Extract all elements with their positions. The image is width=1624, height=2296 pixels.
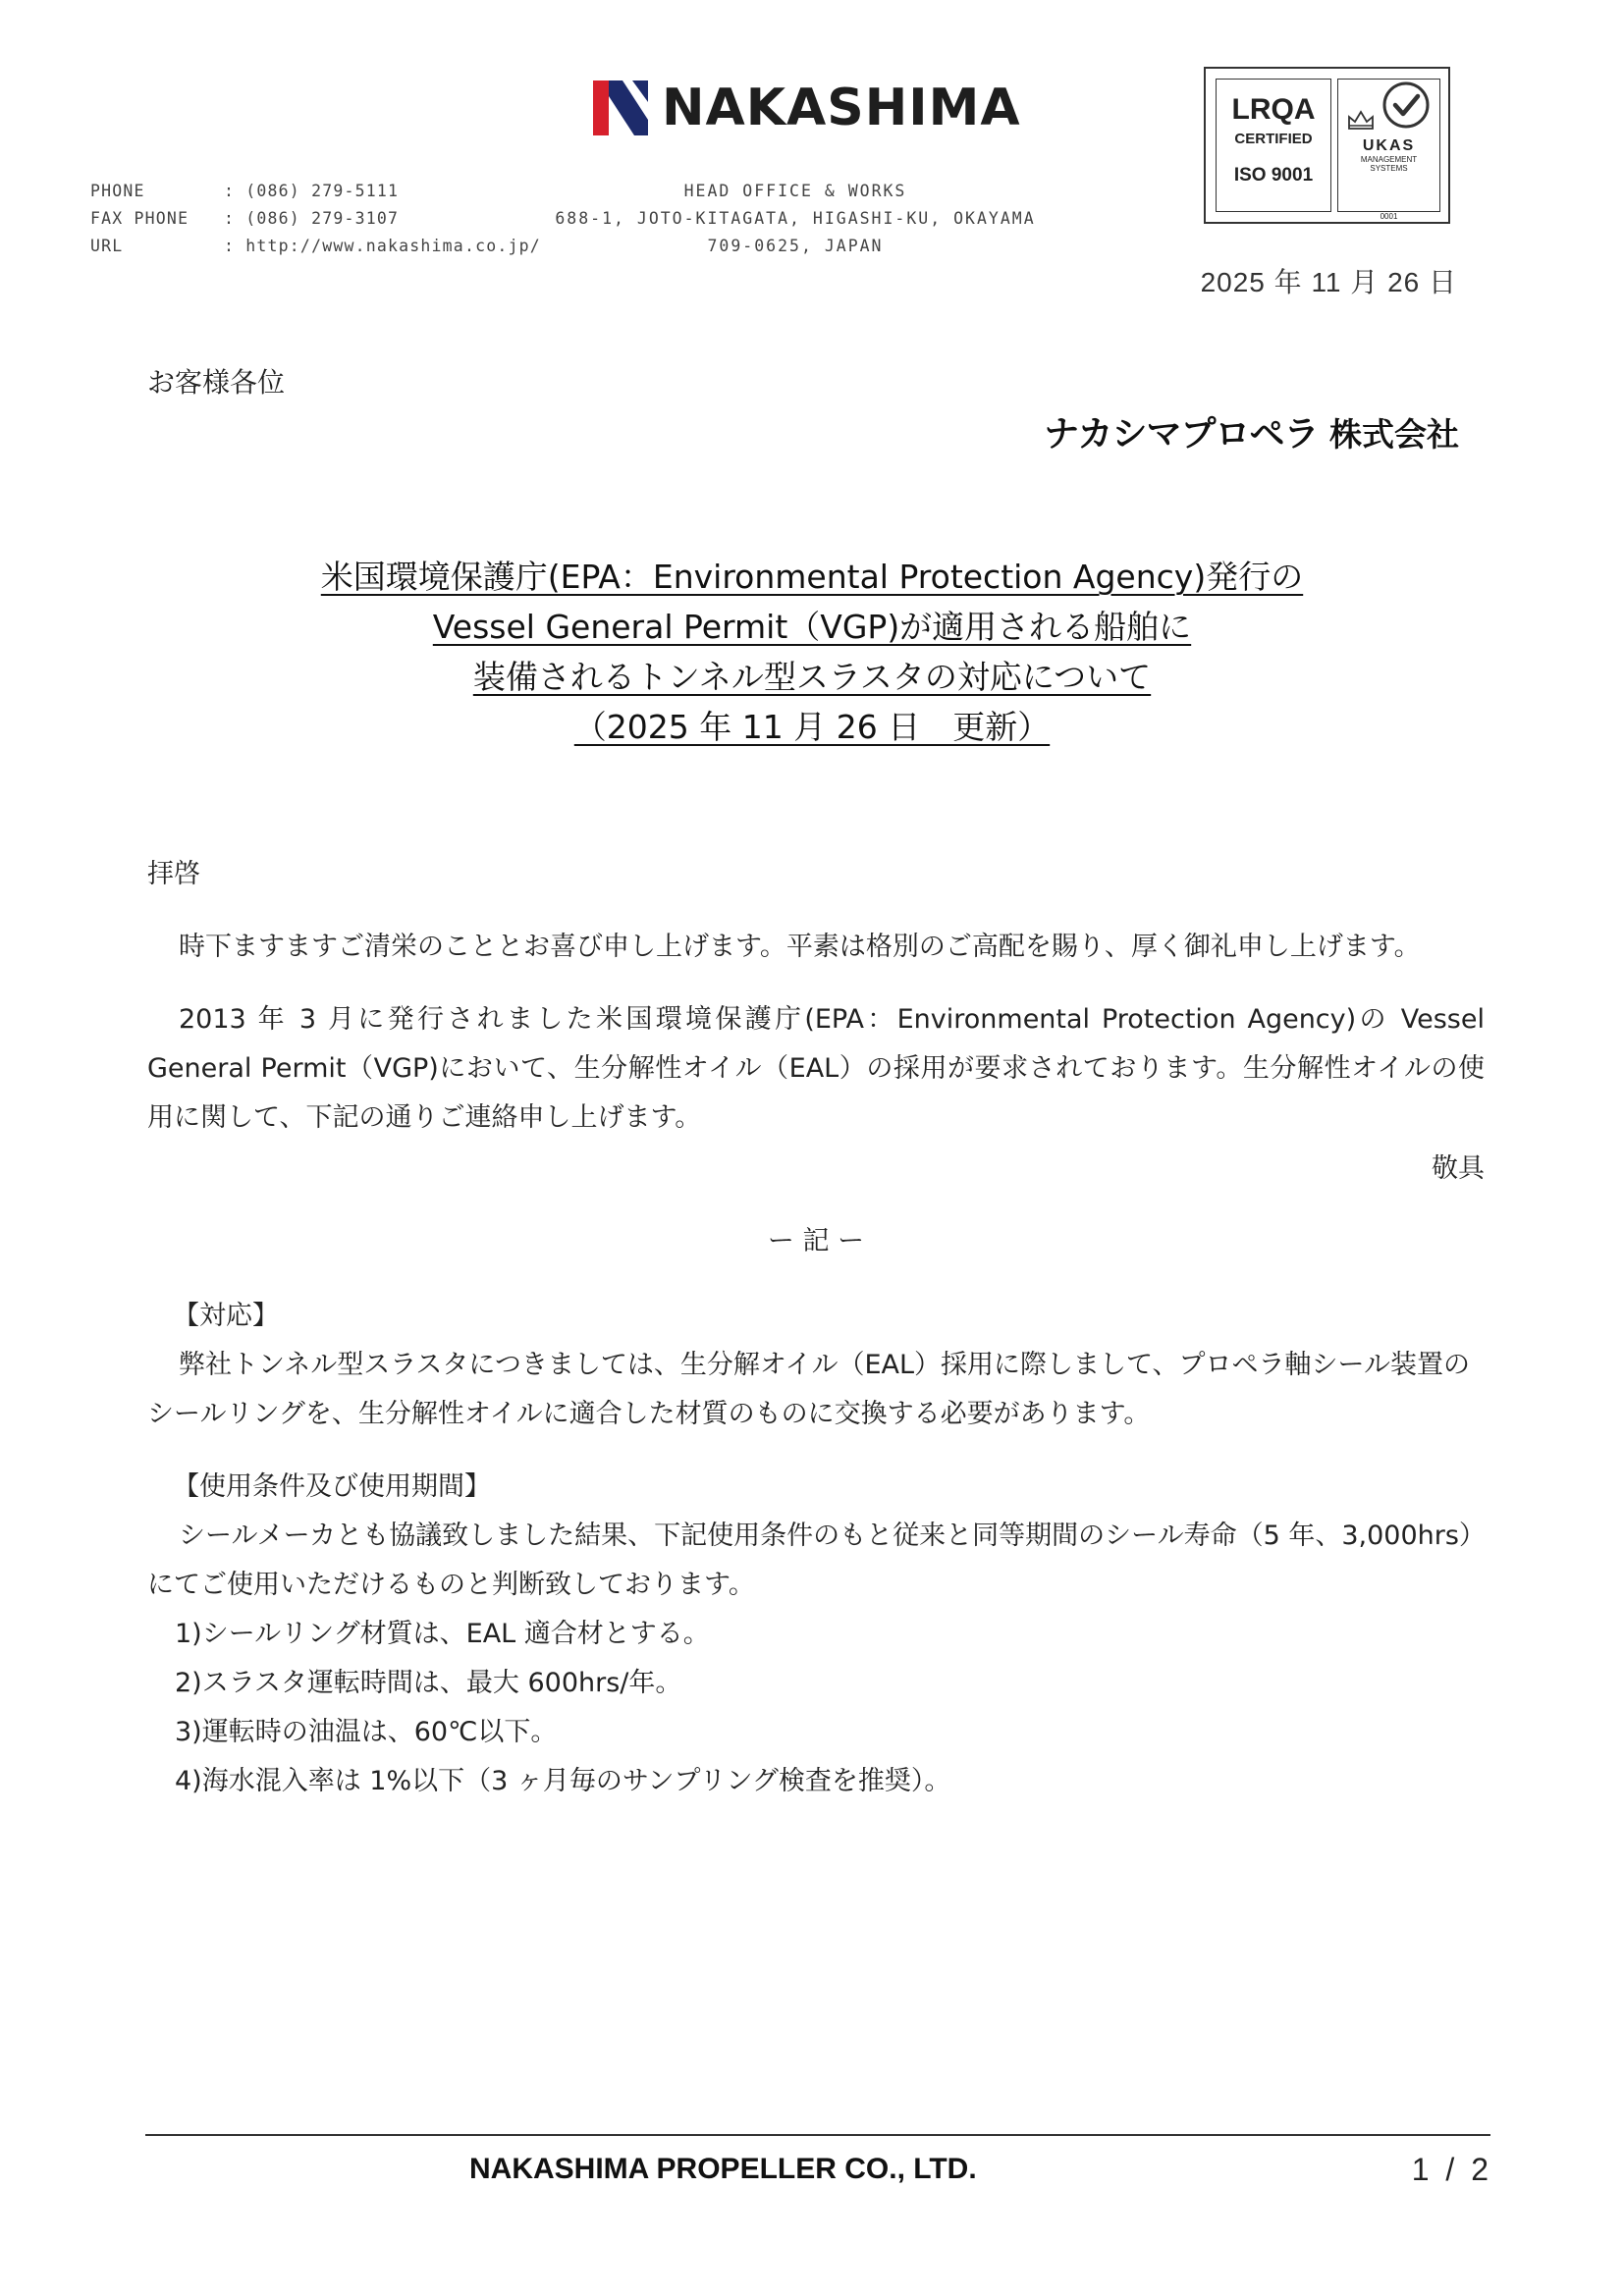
- footer-company: NAKASHIMA PROPELLER CO., LTD.: [469, 2153, 977, 2185]
- contact-fax: [90, 205, 541, 233]
- condition-item: 3)運転時の油温は、60℃以下。: [175, 1717, 558, 1747]
- office-address: [511, 178, 1080, 260]
- company-logo: [593, 79, 1021, 137]
- contact-label: PHONE: [90, 182, 145, 200]
- condition-item: 2)スラスタ運転時間は、最大 600hrs/年。: [175, 1668, 682, 1698]
- brand-name: NAKASHIMA: [662, 79, 1021, 137]
- salutation: お客様各位: [147, 366, 286, 399]
- contact-value: : (086) 279-3107: [224, 209, 400, 228]
- lrqa-badge: [1216, 79, 1331, 212]
- company-name-jp: [1044, 406, 1459, 456]
- condition-item: 4)海水混入率は 1%以下（3 ヶ月毎のサンプリング検査を推奨）。: [175, 1766, 951, 1796]
- contact-value: : http://www.nakashima.co.jp/: [224, 237, 541, 255]
- title-line: 装備されるトンネル型スラスタの対応について: [472, 658, 1152, 696]
- crown-icon: [1346, 109, 1376, 131]
- certification-badge: [1204, 67, 1450, 224]
- section-heading-response: 【対応】: [173, 1301, 279, 1331]
- ukas-sub-text: MANAGEMENT: [1360, 155, 1418, 164]
- certified-text: CERTIFIED: [1234, 131, 1313, 147]
- footer-divider: [145, 2134, 1490, 2136]
- contact-phone: [90, 178, 541, 205]
- office-line: HEAD OFFICE & WORKS: [683, 182, 907, 200]
- paragraph-greeting: 時下ますますご清栄のこととお喜び申し上げます。平素は格別のご高配を賜り、厚く御礼申し上げます。: [179, 932, 1421, 962]
- section-heading-conditions: 【使用条件及び使用期間】: [173, 1471, 491, 1502]
- ukas-sub-text: SYSTEMS: [1370, 164, 1408, 173]
- condition-item: 1)シールリング材質は、EAL 適合材とする。: [175, 1619, 710, 1649]
- contact-value: : (086) 279-5111: [224, 182, 400, 200]
- ukas-badge: [1337, 79, 1440, 212]
- contact-info: [90, 178, 541, 260]
- paragraph-background: 2013 年 3 月に発行されました米国環境保護庁(EPA：Environmental Protection Agency)の Vessel General Permit（VGP)において、生分解性オイル（EAL）の採用が要求されております。生分解性オイルの使用に関して、下記の通りご連絡申し上げます。: [147, 1004, 1485, 1133]
- lrqa-text: LRQA: [1231, 93, 1316, 126]
- document-title: [0, 552, 1624, 752]
- company-name-kana: ナカシマプロペラ: [1044, 414, 1319, 454]
- title-line: （2025 年 11 月 26 日 更新）: [573, 708, 1051, 746]
- title-line: 米国環境保護庁(EPA：Environmental Protection Agency)発行の: [320, 558, 1304, 596]
- page-number: 1 / 2: [1411, 2152, 1492, 2187]
- ukas-text: UKAS: [1362, 137, 1416, 154]
- contact-label: URL: [90, 237, 124, 255]
- nakashima-logo-mark-icon: [593, 80, 648, 135]
- office-line: 709-0625, JAPAN: [707, 237, 884, 255]
- title-line: Vessel General Permit（VGP)が適用される船舶に: [432, 608, 1192, 646]
- opening-word: 拝啓: [147, 859, 200, 889]
- cert-number: 0001: [1380, 212, 1398, 221]
- record-heading: ー 記 ー: [767, 1226, 865, 1256]
- document-date: 2025 年 11 月 26 日: [1200, 267, 1457, 297]
- office-line: 688-1, JOTO-KITAGATA, HIGASHI-KU, OKAYAMA: [555, 209, 1036, 228]
- company-name-suffix: 株式会社: [1329, 415, 1459, 454]
- checkmark-circle-icon: [1380, 80, 1432, 131]
- contact-url: [90, 233, 541, 260]
- section-text-conditions: シールメーカとも協議致しました結果、下記使用条件のもと従来と同等期間のシール寿命（5 年、3,000hrs）にてご使用いただけるものと判断致しております。: [147, 1521, 1473, 1600]
- closing-word: 敬具: [1432, 1153, 1485, 1184]
- contact-label: FAX PHONE: [90, 209, 189, 228]
- iso-text: ISO 9001: [1233, 165, 1314, 186]
- section-text-response: 弊社トンネル型スラスタにつきましては、生分解オイル（EAL）採用に際しまして、プロペラ軸シール装置のシールリングを、生分解性オイルに適合した材質のものに交換する必要があります。: [147, 1350, 1470, 1429]
